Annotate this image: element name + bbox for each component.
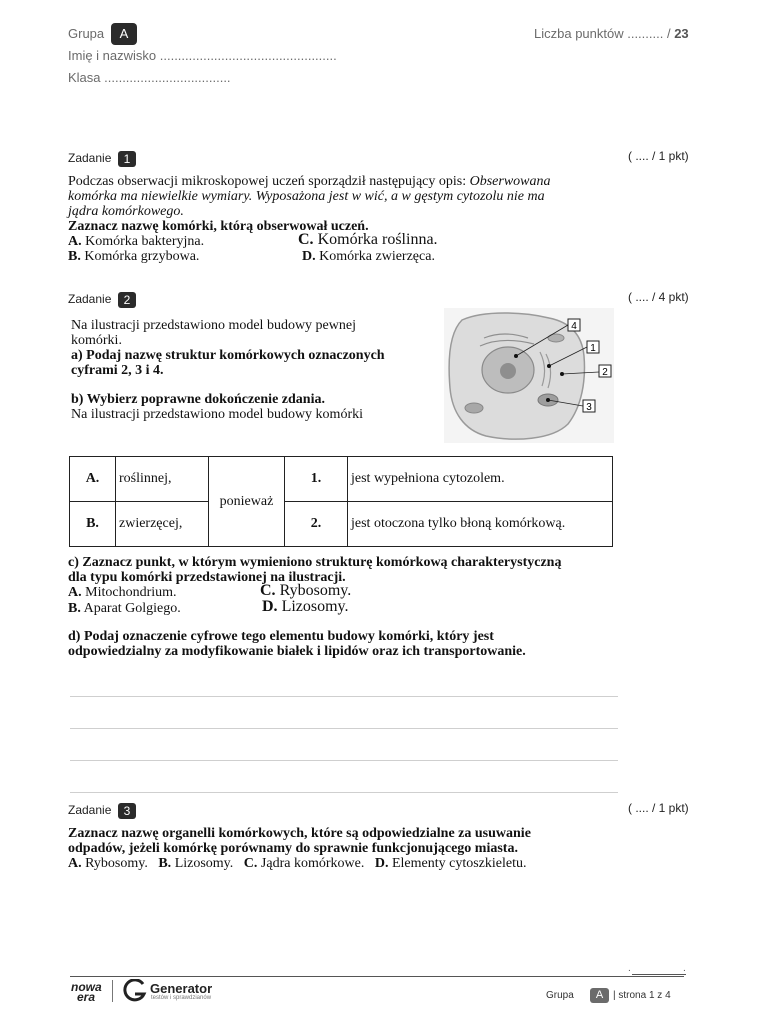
pointer-3-dot bbox=[546, 398, 550, 402]
logo-era: era bbox=[77, 990, 96, 1004]
task2-c-option-b[interactable]: B. Aparat Golgiego. bbox=[68, 601, 181, 616]
generator-title: Generator bbox=[150, 981, 213, 996]
points-label-text: Liczba punktów .......... / bbox=[534, 26, 671, 41]
task3-points: ( .... / 1 pkt) bbox=[628, 801, 689, 815]
task2-a-1: a) Podaj nazwę struktur komórkowych oznaczonych bbox=[71, 348, 385, 363]
task3-options bbox=[68, 856, 526, 871]
task2-a-2: cyframi 2, 3 i 4. bbox=[71, 363, 164, 378]
answer-line-4[interactable] bbox=[70, 792, 618, 793]
task1-option-b[interactable]: B. Komórka grzybowa. bbox=[68, 249, 200, 264]
points-total: 23 bbox=[674, 26, 689, 41]
task2-b-title: b) Wybierz poprawne dokończenie zdania. bbox=[71, 392, 325, 407]
task2-c-option-a[interactable]: A. Mitochondrium. bbox=[68, 585, 177, 600]
choice-a-text[interactable]: roślinnej, bbox=[116, 457, 209, 502]
answer-line-2[interactable] bbox=[70, 728, 618, 729]
footer-divider bbox=[70, 976, 684, 977]
logo-nowa: nowa bbox=[71, 980, 102, 994]
name-field: Imię i nazwisko ................................................. bbox=[68, 48, 337, 63]
choice-b-letter[interactable]: B. bbox=[70, 502, 116, 547]
task2-points: ( .... / 4 pkt) bbox=[628, 290, 689, 304]
task1-quote-1: Obserwowana bbox=[469, 174, 551, 189]
task2-intro-1: Na ilustracji przedstawiono model budowy pewnej bbox=[71, 318, 356, 333]
choice-middle: ponieważ bbox=[209, 457, 285, 547]
task1-intro: Podczas obserwacji mikroskopowej uczeń sporządził następujący opis: bbox=[68, 174, 467, 189]
task3-option-a[interactable]: A. Rybosomy. bbox=[68, 856, 148, 871]
pointer-1-dot bbox=[547, 364, 551, 368]
task1-option-d[interactable]: D. Komórka zwierzęca. bbox=[302, 249, 435, 264]
task2-c-question bbox=[68, 555, 628, 585]
task2-description bbox=[71, 318, 431, 422]
label-3: 3 bbox=[586, 402, 592, 413]
logo-separator bbox=[112, 980, 113, 1002]
task1-description bbox=[68, 174, 628, 234]
footer-group-label: Grupa bbox=[546, 990, 574, 1001]
task1-instruction: Zaznacz nazwę komórki, którą obserwował uczeń. bbox=[68, 219, 369, 234]
label-4: 4 bbox=[571, 321, 577, 332]
task3-option-c[interactable]: C. Jądra komórkowe. bbox=[243, 856, 365, 871]
points-label bbox=[534, 26, 689, 41]
pointer-2-dot bbox=[560, 372, 564, 376]
task3-option-d[interactable]: D. Elementy cytoszkieletu. bbox=[374, 856, 527, 871]
task2-b-text: Na ilustracji przedstawiono model budowy komórki bbox=[71, 407, 363, 422]
generator-g-icon bbox=[122, 979, 148, 1003]
nowa-era-logo bbox=[71, 982, 102, 1002]
generator-subtitle: testów i sprawdzianów bbox=[151, 995, 212, 1001]
task3-instr-2: odpadów, jeżeli komórkę porównamy do sprawnie funkcjonującego miasta. bbox=[68, 841, 518, 856]
group-badge: A bbox=[111, 23, 137, 45]
choice-2-number[interactable]: 2. bbox=[285, 502, 348, 547]
label-2: 2 bbox=[602, 367, 608, 378]
task1-option-a[interactable]: A. Komórka bakteryjna. bbox=[68, 234, 205, 249]
task3-instr-1: Zaznacz nazwę organelli komórkowych, które są odpowiedzialne za usuwanie bbox=[68, 826, 531, 841]
answer-line-3[interactable] bbox=[70, 760, 618, 761]
task2-c-option-c[interactable]: C. Rybosomy. bbox=[260, 582, 352, 599]
label-1: 1 bbox=[590, 343, 596, 354]
task2-c-option-d[interactable]: D. Lizosomy. bbox=[262, 598, 349, 615]
footer-short-line bbox=[632, 974, 686, 975]
task2-c-2: dla typu komórki przedstawionej na ilustracji. bbox=[68, 570, 346, 585]
task2-d-question bbox=[68, 629, 648, 659]
footer-page-info: | strona 1 z 4 bbox=[613, 990, 671, 1001]
task2-c-1: c) Zaznacz punkt, w którym wymieniono strukturę komórkową charakterystyczną bbox=[68, 555, 562, 570]
task2-d-1: d) Podaj oznaczenie cyfrowe tego elementu budowy komórki, który jest bbox=[68, 629, 494, 644]
choice-1-text[interactable]: jest wypełniona cytozolem. bbox=[348, 457, 613, 502]
task1-quote-2: komórka ma niewielkie wymiary. Wyposażona jest w wić, a w gęstym cytozolu nie ma bbox=[68, 189, 545, 204]
class-field: Klasa ................................... bbox=[68, 70, 231, 85]
cell-illustration bbox=[444, 308, 614, 443]
footer-dots-left: . bbox=[628, 963, 631, 974]
choice-b-text[interactable]: zwierzęcej, bbox=[116, 502, 209, 547]
task2-number: 2 bbox=[118, 292, 136, 308]
task3-question bbox=[68, 826, 648, 856]
group-label: Grupa bbox=[68, 26, 105, 41]
choice-2-text[interactable]: jest otoczona tylko błoną komórkową. bbox=[348, 502, 613, 547]
cell-nucleolus bbox=[500, 363, 516, 379]
task1-label: Zadanie bbox=[68, 151, 112, 165]
footer-group-badge: A bbox=[590, 988, 609, 1003]
task3-option-b[interactable]: B. Lizosomy. bbox=[158, 856, 234, 871]
task1-option-c[interactable]: C. Komórka roślinna. bbox=[298, 231, 438, 248]
answer-line-1[interactable] bbox=[70, 696, 618, 697]
task1-points: ( .... / 1 pkt) bbox=[628, 149, 689, 163]
choice-a-letter[interactable]: A. bbox=[70, 457, 116, 502]
task3-number: 3 bbox=[118, 803, 136, 819]
choice-table bbox=[69, 456, 613, 547]
pointer-4-dot bbox=[514, 354, 518, 358]
task1-quote-3: jądra komórkowego. bbox=[68, 204, 184, 219]
task1-number: 1 bbox=[118, 151, 136, 167]
task2-intro-2: komórki. bbox=[71, 333, 122, 348]
task3-label: Zadanie bbox=[68, 803, 112, 817]
task2-label: Zadanie bbox=[68, 292, 112, 306]
footer-dots-right: . bbox=[683, 963, 686, 974]
choice-1-number[interactable]: 1. bbox=[285, 457, 348, 502]
task2-d-2: odpowiedzialny za modyfikowanie białek i lipidów oraz ich transportowanie. bbox=[68, 644, 526, 659]
organelle-small bbox=[465, 403, 483, 413]
